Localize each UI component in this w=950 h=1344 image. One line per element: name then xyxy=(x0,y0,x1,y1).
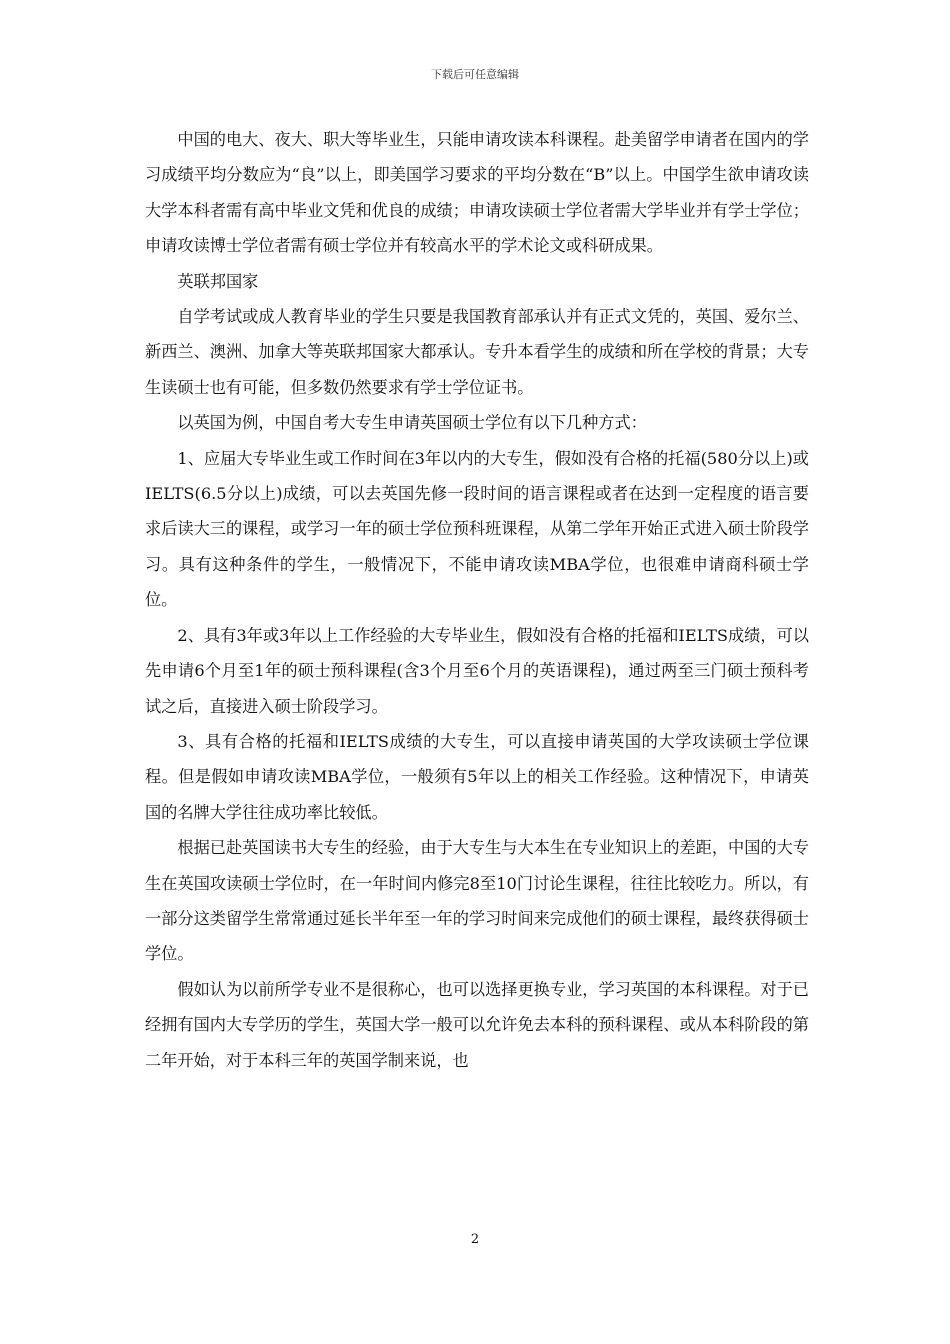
paragraph-usa-requirements: 中国的电大、夜大、职大等毕业生，只能申请攻读本科课程。赴美留学申请者在国内的学习成绩平均分数应为“良”以上，即美国学习要求的平均分数在“B”以上。中国学生欲申请攻读大学本科者需有高中毕业文凭和优良的成绩；申请攻读硕士学位者需大学毕业并有学士学位；申请攻读博士学位者需有硕士学位并有较高水平的学术论文或科研成果。 xyxy=(145,130,809,256)
paragraph-commonwealth-recognition: 自学考试或成人教育毕业的学生只要是我国教育部承认并有正式文凭的，英国、爱尔兰、新西兰、澳洲、加拿大等英联邦国家大都承认。专升本看学生的成绩和所在学校的背景；大专生读硕士也有可能，但多数仍然要求有学士学位证书。 xyxy=(145,307,809,397)
document-body xyxy=(145,122,809,1078)
paragraph-experience: 根据已赴英国读书大专生的经验，由于大专生与大本生在专业知识上的差距，中国的大专生在英国攻读硕士学位时，在一年时间内修完8至10门讨论生课程，往往比较吃力。所以，有一部分这类留学生常常通过延长半年至一年的学习时间来完成他们的硕士课程，最终获得硕士学位。 xyxy=(145,838,809,964)
paragraph-change-major: 假如认为以前所学专业不是很称心，也可以选择更换专业，学习英国的本科课程。对于已经拥有国内大专学历的学生，英国大学一般可以允许免去本科的预科课程、或从本科阶段的第二年开始，对于本科三年的英国学制来说，也 xyxy=(145,979,809,1070)
page-header: 下载后可任意编辑 xyxy=(431,68,519,81)
page-number: 2 xyxy=(470,1232,480,1247)
paragraph-uk-option-2: 2、具有3年或3年以上工作经验的大专毕业生，假如没有合格的托福和IELTS成绩，可以先申请6个月至1年的硕士预科课程(含3个月至6个月的英语课程)，通过两至三门硕士预科考试之后，直接进入硕士阶段学习。 xyxy=(145,625,809,716)
section-heading-commonwealth: 英联邦国家 xyxy=(177,271,259,291)
paragraph-uk-option-1: 1、应届大专毕业生或工作时间在3年以内的大专生，假如没有合格的托福(580分以上)或IELTS(6.5分以上)成绩，可以去英国先修一段时间的语言课程或者在达到一定程度的语言要求后读大三的课程，或学习一年的硕士学位预科班课程，从第二学年开始正式进入硕士阶段学习。具有这种条件的学生，一般情况下，不能申请攻读MBA学位，也很难申请商科硕士学位。 xyxy=(145,448,809,610)
paragraph-uk-option-3: 3、具有合格的托福和IELTS成绩的大专生，可以直接申请英国的大学攻读硕士学位课程。但是假如申请攻读MBA学位，一般须有5年以上的相关工作经验。这种情况下，申请英国的名牌大学往往成功率比较低。 xyxy=(145,731,809,822)
paragraph-uk-intro: 以英国为例，中国自考大专生申请英国硕士学位有以下几种方式： xyxy=(177,413,647,433)
